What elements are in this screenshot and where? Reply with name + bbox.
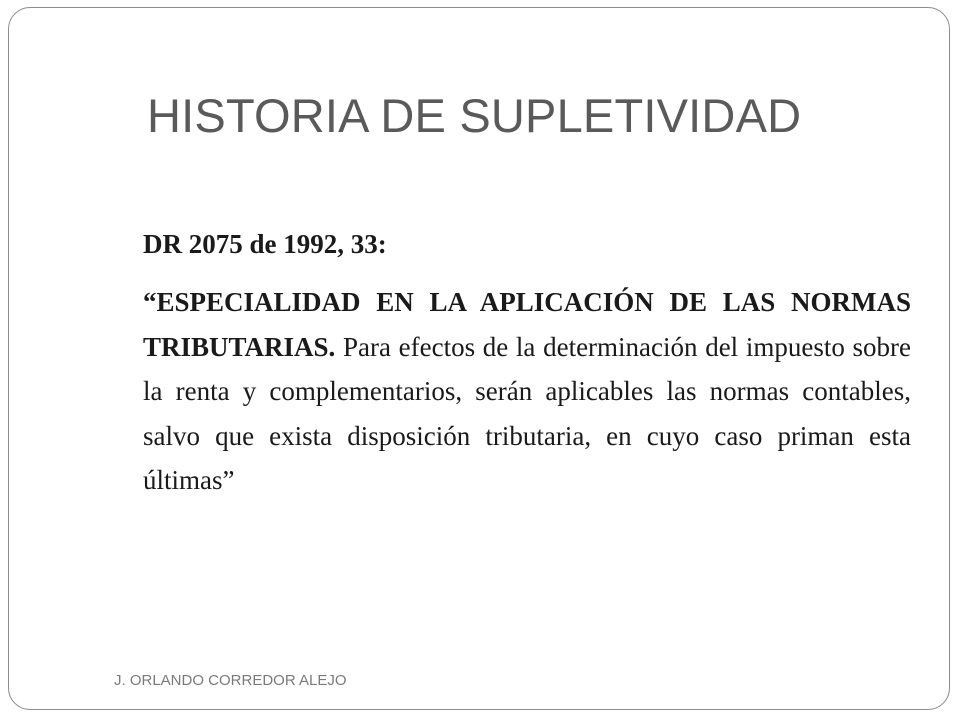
slide-frame bbox=[8, 7, 950, 710]
slide-content bbox=[143, 222, 911, 503]
quote-lead: “ESPECIALIDAD EN LA APLICACIÓN DE LAS NORMAS TRIBUTARIAS. bbox=[143, 287, 911, 362]
quote-body: Para efectos de la determinación del impuesto sobre la renta y complementarios, serán aplicables las normas contables, salvo que exista disposición tributaria, en cuyo caso priman esta últimas” bbox=[143, 331, 912, 495]
slide-footer-author: J. ORLANDO CORREDOR ALEJO bbox=[114, 672, 347, 689]
quoted-article bbox=[143, 280, 911, 503]
slide-title: HISTORIA DE SUPLETIVIDAD bbox=[147, 89, 802, 142]
legal-reference: DR 2075 de 1992, 33: bbox=[143, 229, 387, 259]
